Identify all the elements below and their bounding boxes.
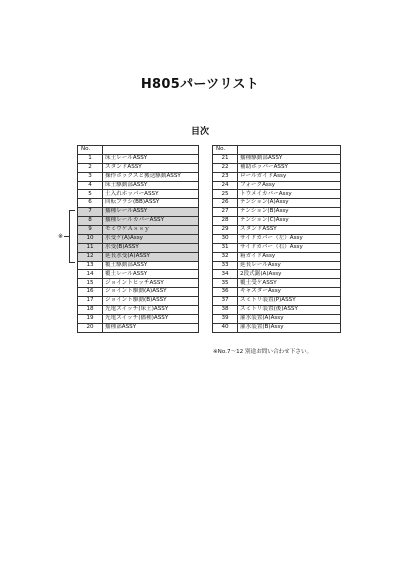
table-row — [213, 208, 341, 217]
table-row — [78, 199, 199, 208]
table-row — [78, 314, 199, 323]
bracket-reference-mark: ※ — [58, 233, 64, 240]
table-row — [78, 323, 199, 332]
part-name: 灌水装置(B)Assy — [238, 323, 341, 332]
part-number: 4 — [78, 181, 103, 190]
table-row — [213, 252, 341, 261]
table-row — [213, 234, 341, 243]
table-row — [78, 261, 199, 270]
part-number: 8 — [78, 217, 103, 226]
part-name: テンション(B)Assy — [238, 208, 341, 217]
part-number: 20 — [78, 323, 103, 332]
part-number: 12 — [78, 252, 103, 261]
part-name: 操作ボックスと搬送駆動ASSY — [103, 172, 199, 181]
part-name: スミトリ装置(P)ASSY — [238, 297, 341, 306]
part-name: スミトリ装置(後)ASSY — [238, 306, 341, 315]
part-number: 24 — [213, 181, 238, 190]
part-name: 箱ガイドAssy — [238, 252, 341, 261]
part-number: 13 — [78, 261, 103, 270]
part-number: 23 — [213, 172, 238, 181]
table-row — [213, 172, 341, 181]
part-name: ロールガイドAssy — [238, 172, 341, 181]
table-row — [78, 163, 199, 172]
table-row — [213, 270, 341, 279]
table-row — [213, 163, 341, 172]
table-row — [213, 323, 341, 332]
part-name: キャスターAssy — [238, 288, 341, 297]
part-number: 36 — [213, 288, 238, 297]
part-name: フォークAssy — [238, 181, 341, 190]
part-number: 35 — [213, 279, 238, 288]
header-no: No. — [213, 146, 238, 155]
table-row — [78, 190, 199, 199]
part-name: 水受ケ(A)Assy — [103, 234, 199, 243]
part-name: サイドカバー（左）Assy — [238, 234, 341, 243]
header-blank — [103, 146, 199, 155]
table-row — [78, 243, 199, 252]
part-number: 37 — [213, 297, 238, 306]
table-row — [78, 306, 199, 315]
part-name: スタンドASSY — [103, 163, 199, 172]
part-name: 2段式鋸(A)Assy — [238, 270, 341, 279]
table-row — [78, 208, 199, 217]
part-name: 播種部ASSY — [103, 323, 199, 332]
table-row — [213, 297, 341, 306]
table-row — [213, 217, 341, 226]
header-no: No. — [78, 146, 103, 155]
part-name: ジョイント駆動(B)ASSY — [103, 297, 199, 306]
part-name: 補助ホッパーASSY — [238, 163, 341, 172]
page-title: H805パーツリスト — [140, 77, 260, 92]
part-name: 床土駆動部ASSY — [103, 181, 199, 190]
part-number: 40 — [213, 323, 238, 332]
part-name: 延長レールAssy — [238, 261, 341, 270]
table-row — [213, 279, 341, 288]
part-number: 11 — [78, 243, 103, 252]
part-name: スタンドASSY — [238, 226, 341, 235]
table-row — [213, 314, 341, 323]
table-row — [78, 288, 199, 297]
part-number: 22 — [213, 163, 238, 172]
part-number: 18 — [78, 306, 103, 315]
table-row — [78, 234, 199, 243]
part-number: 3 — [78, 172, 103, 181]
part-number: 21 — [213, 154, 238, 163]
part-name: 床土レールASSY — [103, 154, 199, 163]
part-name: ジョイント駆動(A)ASSY — [103, 288, 199, 297]
part-number: 33 — [213, 261, 238, 270]
part-number: 1 — [78, 154, 103, 163]
table-header-row — [213, 146, 341, 155]
table-row — [78, 226, 199, 235]
part-number: 6 — [78, 199, 103, 208]
table-row — [78, 217, 199, 226]
part-number: 38 — [213, 306, 238, 315]
part-name: 覆土受ケASSY — [238, 279, 341, 288]
table-row — [213, 306, 341, 315]
table-row — [78, 172, 199, 181]
part-name: 播種駆動部ASSY — [238, 154, 341, 163]
part-name: 光電スイッチ(床土)ASSY — [103, 306, 199, 315]
table-row — [213, 181, 341, 190]
part-number: 7 — [78, 208, 103, 217]
part-name: 覆土駆動部ASSY — [103, 261, 199, 270]
part-name: サイドカバー（右）Assy — [238, 243, 341, 252]
part-name: 回転ブラシ(BB)ASSY — [103, 199, 199, 208]
part-name: モミウケＡｓｓｙ — [103, 226, 199, 235]
part-number: 30 — [213, 234, 238, 243]
parts-index-table-left — [77, 145, 199, 333]
table-row — [213, 226, 341, 235]
bracket-pointer — [64, 236, 69, 237]
part-number: 19 — [78, 314, 103, 323]
part-number: 15 — [78, 279, 103, 288]
part-number: 39 — [213, 314, 238, 323]
part-name: 土入れホッパーASSY — [103, 190, 199, 199]
part-name: 覆土レールASSY — [103, 270, 199, 279]
part-number: 26 — [213, 199, 238, 208]
footnote: ※No.7～12 別途お問い合わせ下さい。 — [213, 349, 313, 355]
part-number: 17 — [78, 297, 103, 306]
toc-heading: 目次 — [190, 127, 209, 137]
table-row — [78, 252, 199, 261]
table-row — [213, 199, 341, 208]
part-name: 播種レールASSY — [103, 208, 199, 217]
part-number: 2 — [78, 163, 103, 172]
parts-index-table-right — [212, 145, 341, 333]
table-row — [78, 270, 199, 279]
table-row — [78, 181, 199, 190]
part-number: 25 — [213, 190, 238, 199]
part-name: 延長水受(A)ASSY — [103, 252, 199, 261]
header-blank — [238, 146, 341, 155]
table-row — [213, 288, 341, 297]
part-number: 31 — [213, 243, 238, 252]
table-row — [213, 261, 341, 270]
part-number: 34 — [213, 270, 238, 279]
table-row — [78, 154, 199, 163]
part-name: トウメイカバーAssy — [238, 190, 341, 199]
part-number: 27 — [213, 208, 238, 217]
table-row — [78, 297, 199, 306]
part-number: 10 — [78, 234, 103, 243]
table-row — [213, 243, 341, 252]
part-number: 9 — [78, 226, 103, 235]
part-number: 14 — [78, 270, 103, 279]
part-number: 5 — [78, 190, 103, 199]
part-number: 32 — [213, 252, 238, 261]
table-row — [213, 190, 341, 199]
highlight-bracket — [69, 210, 75, 263]
part-name: テンション(C)Assy — [238, 217, 341, 226]
part-name: 水受(B)ASSY — [103, 243, 199, 252]
part-name: ジョイントヒッチASSY — [103, 279, 199, 288]
table-row — [213, 154, 341, 163]
part-name: テンション(A)Assy — [238, 199, 341, 208]
part-number: 16 — [78, 288, 103, 297]
part-number: 28 — [213, 217, 238, 226]
part-number: 29 — [213, 226, 238, 235]
part-name: 播種レールカバーASSY — [103, 217, 199, 226]
table-row — [78, 279, 199, 288]
part-name: 灌水装置(A)Assy — [238, 314, 341, 323]
part-name: 光電スイッチ(播種)ASSY — [103, 314, 199, 323]
table-header-row — [78, 146, 199, 155]
